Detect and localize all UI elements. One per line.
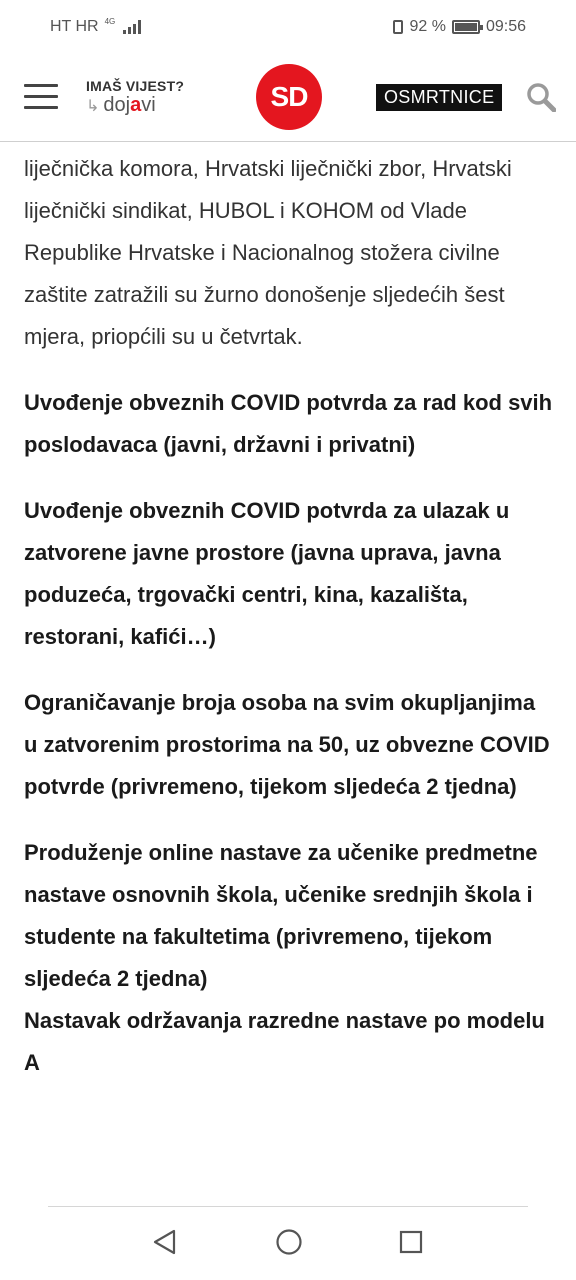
site-logo[interactable]: SD [256,64,322,130]
measure-item: Ograničavanje broja osoba na svim okupljanjima u zatvorenim prostorima na 50, uz obvezne COVID potvrde (privremeno, tijekom sljedeća 2 tjedna) [24,690,550,799]
battery-icon [452,20,480,34]
news-tip-link[interactable] [86,78,186,117]
status-bar [0,0,576,56]
search-icon[interactable] [526,82,556,112]
carrier-label: HT HR [50,18,99,35]
site-header [0,56,576,142]
menu-icon[interactable] [24,84,58,112]
back-icon[interactable] [150,1227,180,1257]
measure-item: Nastavak održavanja razredne nastave po modelu A [24,1008,545,1075]
status-left [50,18,141,36]
recent-apps-icon[interactable] [396,1227,426,1257]
measure-item: Uvođenje obveznih COVID potvrda za ulazak u zatvorene javne prostore (javna uprava, javna poduzeća, trgovački centri, kina, kazališta, restorani, kafići…) [24,498,510,649]
measure-item: Produženje online nastave za učenike predmetne nastave osnovnih škola, učenike srednjih škola i studente na fakultetima (privremeno, tijekom sljedeća 2 tjedna) [24,840,538,991]
obituaries-button[interactable]: OSMRTNICE [376,84,502,111]
article-body [24,148,554,1084]
network-type: 4G [104,16,116,26]
tip-headline: IMAŠ VIJEST? [86,78,185,94]
tip-brand: ↳ dojavi [86,94,156,116]
clock: 09:56 [485,18,526,35]
battery-percent: 92 % [409,18,446,35]
status-right [393,18,526,36]
signal-icon [123,20,141,34]
navigation-bar [48,1206,528,1280]
article-paragraph: liječnička komora, Hrvatski liječnički zbor, Hrvatski liječnički sindikat, HUBOL i KOHOM od Vlade Republike Hrvatske i Nacionalnog stožera civilne zaštite zatražili su žurno donošenje sljedećih šest mjera, priopćili su u četvrtak. [24,156,512,349]
vibrate-icon [393,20,403,34]
home-icon[interactable] [274,1227,304,1257]
arrow-icon: ↳ [86,98,100,115]
measure-item: Uvođenje obveznih COVID potvrda za rad kod svih poslodavaca (javni, državni i privatni) [24,390,553,457]
